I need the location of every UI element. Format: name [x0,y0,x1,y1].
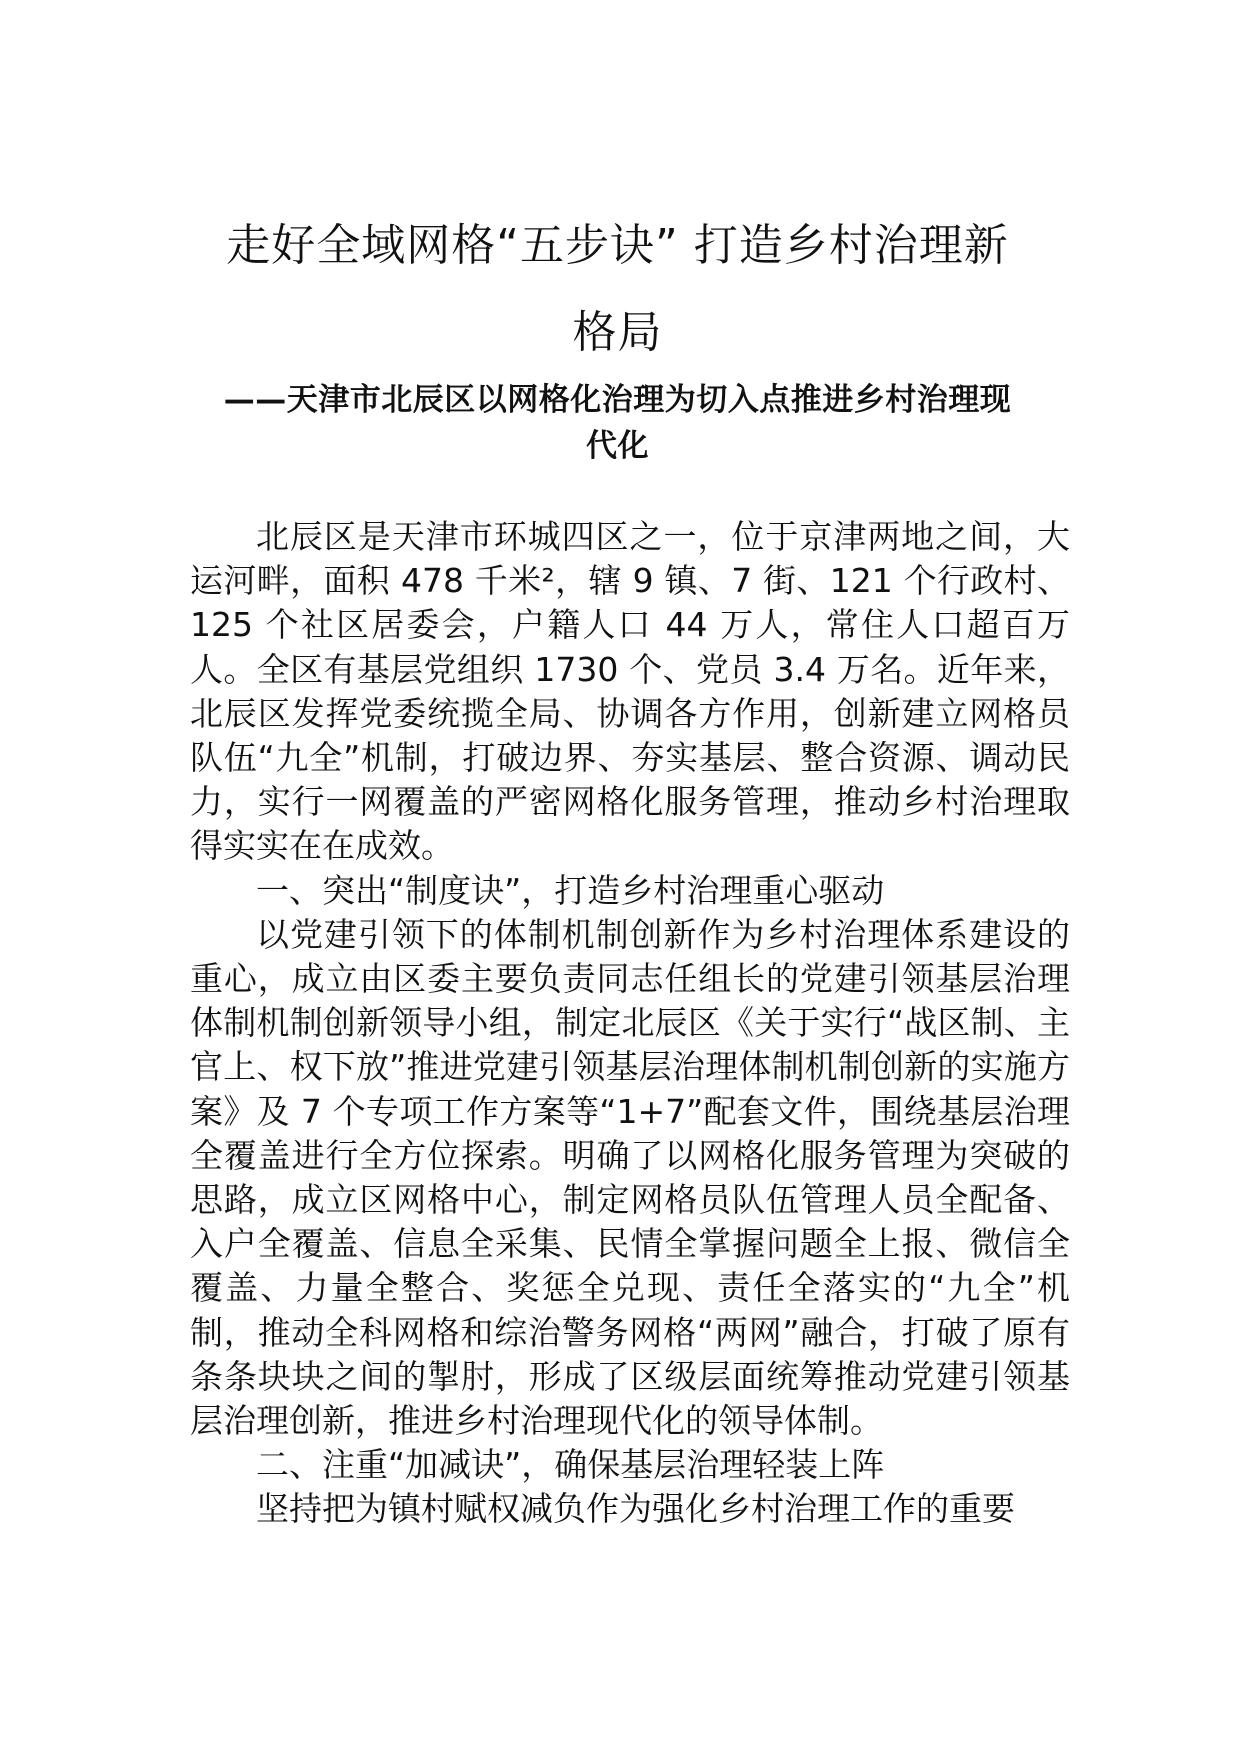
paragraph-section-2: 坚持把为镇村赋权减负作为强化乡村治理工作的重要 [256,1489,1015,1529]
document-body [190,515,1070,1532]
paragraph-section-1: 以党建引领下的体制机制创新作为乡村治理体系建设的重心，成立由区委主要负责同志任组长的党建引领基层治理体制机制创新领导小组，制定北辰区《关于实行“战区制、主官上、权下放”推进党建引领基层治理体制机制创新的实施方案》及 7 个专项工作方案等“1+7”配套文件，围绕基层治理全覆盖进行全方位探索。明确了以网格化服务管理为突破的思路，成立区网格中心，制定网格员队伍管理人员全配备、入户全覆盖、信息全采集、民情全掌握问题全上报、微信全覆盖、力量全整合、奖惩全兑现、责任全落实的“九全”机制，推动全科网格和综治警务网格“两网”融合，打破了原有条条块块之间的掣肘，形成了区级层面统筹推动党建引领基层治理创新，推进乡村治理现代化的领导体制。 [190,914,1070,1441]
paragraph-intro: 北辰区是天津市环城四区之一，位于京津两地之间，大运河畔，面积 478 千米²，辖 9 镇、7 街、121 个行政村、125 个社区居委会，户籍人口 44 万人，常住人口超百万人。全区有基层党组织 1730 个、党员 3.4 万名。近年来，北辰区发挥党委统揽全局、协调各方作用，创新建立网格员队伍“九全”机制，打破边界、夯实基层、整合资源、调动民力，实行一网覆盖的严密网格化服务管理，推动乡村治理取得实实在在成效。 [190,517,1070,866]
title-line-1: 走好全域网格“五步诀” 打造乡村治理新 [226,220,1009,271]
section-heading-2: 二、注重“加减诀”，确保基层治理轻装上阵 [256,1445,885,1485]
subtitle-line-2: 代化 [586,428,649,464]
subtitle-line-1: ——天津市北辰区以网格化治理为切入点推进乡村治理现 [223,382,1012,418]
section-heading-1: 一、突出“制度诀”，打造乡村治理重心驱动 [256,870,885,910]
title-line-2: 格局 [572,307,663,358]
